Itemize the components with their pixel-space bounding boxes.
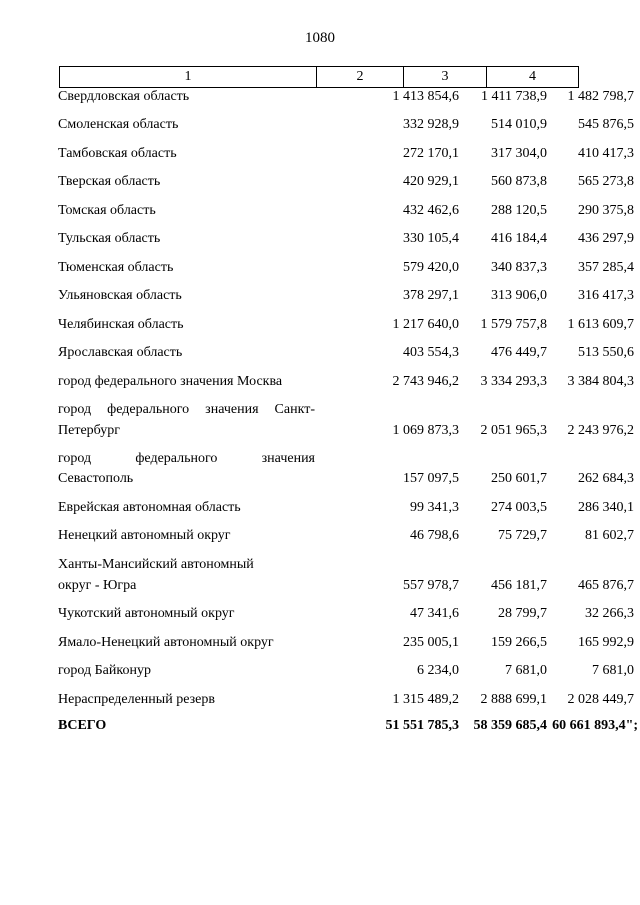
value-col-2: 157 097,5 [403,471,459,486]
region-name: Смоленская область [58,117,179,132]
value-col-4: 7 681,0 [592,663,634,678]
value-col-2: 378 297,1 [403,288,459,303]
value-col-4: 1 613 609,7 [567,317,634,332]
value-col-2: 420 929,1 [403,174,459,189]
value-col-3: 288 120,5 [491,203,547,218]
region-name: Свердловская область [58,89,190,104]
region-name [58,399,315,421]
value-col-4: 565 273,8 [578,174,634,189]
value-col-4: 1 482 798,7 [567,89,634,104]
value-col-4: 545 876,5 [578,117,634,132]
region-name-line-2: Петербург [58,423,120,438]
region-name: Ярославская область [58,345,183,360]
value-col-4: 410 417,3 [578,146,634,161]
value-col-2: 1 315 489,2 [392,692,459,707]
page-number: 1080 [305,30,335,46]
region-name-line-2: округ - Югра [58,578,137,593]
value-col-2: 332 928,9 [403,117,459,132]
value-col-4: 465 876,7 [578,578,634,593]
value-col-4: 2 028 449,7 [567,692,634,707]
value-col-4: 286 340,1 [578,500,634,515]
value-col-2: 432 462,6 [403,203,459,218]
value-col-4: 290 375,8 [578,203,634,218]
total-col-4: 60 661 893,4"; [552,718,638,733]
value-col-3: 7 681,0 [505,663,547,678]
value-col-4: 513 550,6 [578,345,634,360]
value-col-4: 436 297,9 [578,231,634,246]
region-name [58,448,315,470]
total-col-2: 51 551 785,3 [385,718,459,733]
region-name: Чукотский автономный округ [58,606,235,621]
region-name-line-1: город федерального значения Санкт- [58,402,315,417]
region-name: Нераспределенный резерв [58,692,215,707]
region-name: Ямало-Ненецкий автономный округ [58,635,274,650]
value-col-3: 476 449,7 [491,345,547,360]
region-name: Томская область [58,203,156,218]
header-col-3: 3 [404,67,487,87]
value-col-4: 81 602,7 [585,528,634,543]
value-col-2: 272 170,1 [403,146,459,161]
total-col-3: 58 359 685,4 [473,718,547,733]
value-col-4: 262 684,3 [578,471,634,486]
table-header [59,66,579,88]
value-col-2: 2 743 946,2 [392,374,459,389]
region-name: Тюменская область [58,260,174,275]
region-name: Еврейская автономная область [58,500,241,515]
value-col-4: 357 285,4 [578,260,634,275]
region-name: город Байконур [58,663,151,678]
value-col-3: 274 003,5 [491,500,547,515]
value-col-3: 317 304,0 [491,146,547,161]
region-name: Ульяновская область [58,288,182,303]
region-name-line-2: Севастополь [58,471,134,486]
value-col-2: 99 341,3 [410,500,459,515]
value-col-2: 1 069 873,3 [392,423,459,438]
value-col-3: 250 601,7 [491,471,547,486]
total-label: ВСЕГО [58,718,107,733]
region-name-line-1: город федерального значения [58,451,315,466]
value-col-3: 28 799,7 [498,606,547,621]
header-col-4: 4 [529,69,536,84]
region-name: Ханты-Мансийский автономный [58,557,254,572]
region-name: Тверская область [58,174,161,189]
value-col-3: 159 266,5 [491,635,547,650]
value-col-3: 2 888 699,1 [480,692,547,707]
value-col-2: 235 005,1 [403,635,459,650]
region-name: Челябинская область [58,317,184,332]
region-name: Тульская область [58,231,161,246]
value-col-2: 403 554,3 [403,345,459,360]
value-col-2: 579 420,0 [403,260,459,275]
value-col-3: 1 579 757,8 [480,317,547,332]
value-col-2: 6 234,0 [417,663,459,678]
value-col-3: 75 729,7 [498,528,547,543]
value-col-3: 456 181,7 [491,578,547,593]
value-col-3: 560 873,8 [491,174,547,189]
value-col-3: 2 051 965,3 [480,423,547,438]
region-name: Ненецкий автономный округ [58,528,231,543]
value-col-2: 557 978,7 [403,578,459,593]
value-col-3: 416 184,4 [491,231,547,246]
header-col-2: 2 [317,67,404,87]
value-col-4: 3 384 804,3 [567,374,634,389]
value-col-3: 340 837,3 [491,260,547,275]
value-col-2: 330 105,4 [403,231,459,246]
value-col-2: 47 341,6 [410,606,459,621]
region-name: город федерального значения Москва [58,374,283,389]
value-col-4: 165 992,9 [578,635,634,650]
header-col-1: 1 [60,67,317,87]
value-col-4: 2 243 976,2 [567,423,634,438]
value-col-3: 3 334 293,3 [480,374,547,389]
value-col-3: 1 411 738,9 [481,89,547,104]
region-name: Тамбовская область [58,146,177,161]
value-col-3: 313 906,0 [491,288,547,303]
value-col-2: 46 798,6 [410,528,459,543]
value-col-4: 32 266,3 [585,606,634,621]
value-col-2: 1 413 854,6 [392,89,459,104]
value-col-4: 316 417,3 [578,288,634,303]
value-col-3: 514 010,9 [491,117,547,132]
value-col-2: 1 217 640,0 [392,317,459,332]
